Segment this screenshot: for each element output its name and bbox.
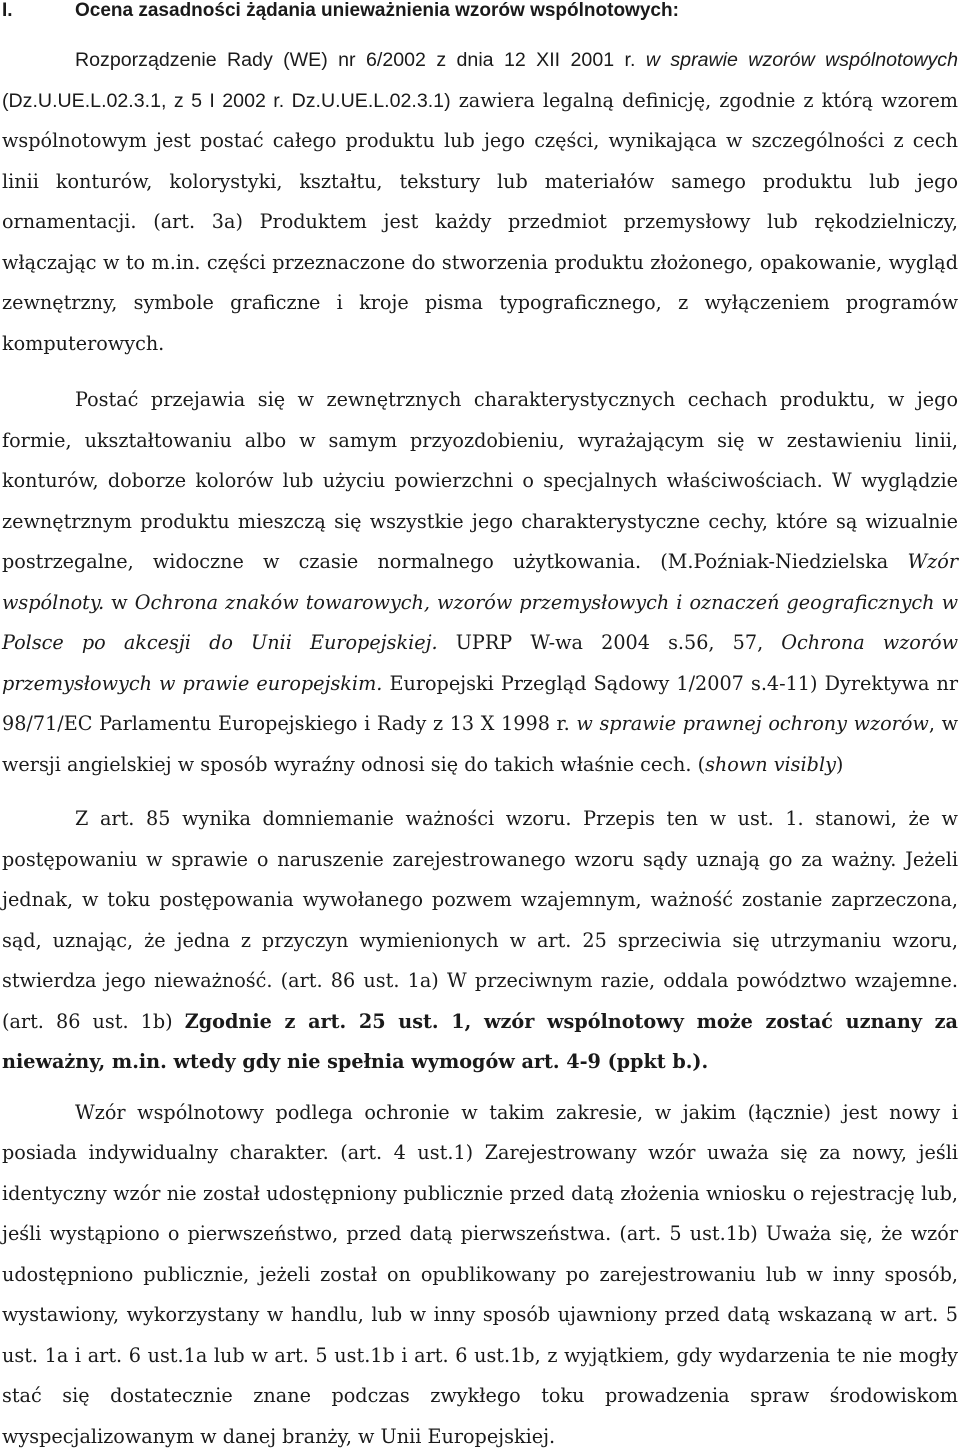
p1-text-d: zawiera legalną definicję, zgodnie z którą wzorem wspólnotowym jest postać całego produktu lub jego części, wynikająca w szczególności z cech linii konturów, kolorystyki, kształtu, tekstury lub materiałów samego produktu lub jego ornamentacji. (art. 3a) Produktem jest każdy przedmiot przemysłowy lub rękodzielniczy, włączając w to m.in. części przeznaczone do stworzenia produktu złożonego, opakowanie, wygląd zewnętrzny, symbole graficzne i kroje pisma typograficznego, z wyłączeniem programów komputerowych. [2,88,958,355]
p2-text-e: UPRP W-wa 2004 s.56, 57, [437,631,782,654]
section-number: I. [2,0,13,21]
p2-italic-h: w sprawie prawnej ochrony wzorów [576,712,929,735]
p2-text-k: ) [835,752,844,776]
p3-text-a: Z art. 85 wynika domniemanie ważności wzoru. Przepis ten w ust. 1. stanowi, że w postępowaniu w sprawie o naruszenie zarejestrowanego wzoru sądy uznają go za ważny. Jeżeli jednak, w toku postępowania wywołanego pozwem wzajemnym, ważność zostanie zaprzeczona, sąd, uznając, że jedna z przyczyn wymienionych w art. 25 sprzeciwia się utrzymaniu wzoru, stwierdza jego nieważność. (art. 86 ust. 1a) W przeciwnym razie, oddala powództwo wzajemne. (art. 86 ust. 1b) [2,807,958,1033]
p1-text-a: Rozporządzenie Rady (WE) nr 6/2002 z dnia 12 XII 2001 r. [75,49,646,71]
paragraph-novelty [2,1093,958,1450]
p2-text-a: Postać przejawia się w zewnętrznych charakterystycznych cechach produktu, w jego formie, ukształtowaniu albo w samym przyozdobieniu, wyrażającym się w zestawieniu linii, konturów, doborze kolorów lub użyciu powierzchni o specjalnych właściwościach. W wyglądzie zewnętrznym produktu mieszczą się wszystkie jego charakterystyczne cechy, które są wizualnie postrzegalne, widoczne w czasie normalnego użytkowania. (M.Poźniak-Niedzielska [2,388,958,573]
p2-text-c: w [104,590,135,614]
paragraph-validity [2,799,958,1083]
p1-regulation-title: w sprawie wzorów wspólnotowych [645,49,958,71]
p2-italic-b: Wzór wspólnoty. [2,550,958,614]
p2-italic-d: Ochrona znaków towarowych, wzorów przemysłowych i oznaczeń geograficznych w Polsce po akcesji do Unii Europejskiej. [2,590,958,654]
p4-text-a: Wzór wspólnotowy podlega ochronie w takim zakresie, w jakim (łącznie) jest nowy i posiada indywidualny charakter. (art. 4 ust.1) Zarejestrowany wzór uważa się za nowy, jeśli identyczny wzór nie został udostępniony publicznie przed datą złożenia wniosku o rejestrację lub, jeśli wystąpiono o pierwszeństwo, przed datą pierwszeństwa. (art. 5 ust.1b) Uważa się, że wzór udostępniono publicznie, jeżeli został on opublikowany po zarejestrowaniu lub w inny sposób, wystawiony, wykorzystany w handlu, lub w inny sposób ujawniony przed datą wskazaną w art. 5 ust. 1a i art. 6 ust.1a lub w art. 5 ust.1b i art. 6 ust.1b, z wyjątkiem, gdy wydarzenia te nie mogły stać się dostatecznie znane podczas zwykłego toku prowadzenia spraw środowiskom wyspecjalizowanym w danej branży, w Unii Europejskiej. [2,1100,958,1448]
section-heading [2,0,958,22]
p2-text-i: , w wersji angielskiej w sposób wyraźny odnosi się do takich właśnie cech. ( [2,712,959,776]
paragraph-definition [2,40,958,364]
p2-italic-f: Ochrona wzorów przemysłowych w prawie europejskim. [2,631,959,695]
p3-bold-b: Zgodnie z art. 25 ust. 1, wzór wspólnotowy może zostać uznany za nieważny, m.in. wtedy gdy nie spełnia wymogów art. 4-9 (ppkt b.). [2,1009,958,1073]
p1-citation: (Dz.U.UE.L.02.3.1, z 5 I 2002 r. Dz.U.UE.L.02.3.1) [2,89,451,112]
paragraph-form [2,380,958,785]
section-title: Ocena zasadności żądania unieważnienia wzorów wspólnotowych: [75,0,679,21]
p2-text-g: Europejski Przegląd Sądowy 1/2007 s.4-11) Dyrektywa nr 98/71/EC Parlamentu Europejskiego i Rady z 13 X 1998 r. [2,671,958,735]
p2-italic-j: shown visibly [705,752,836,776]
